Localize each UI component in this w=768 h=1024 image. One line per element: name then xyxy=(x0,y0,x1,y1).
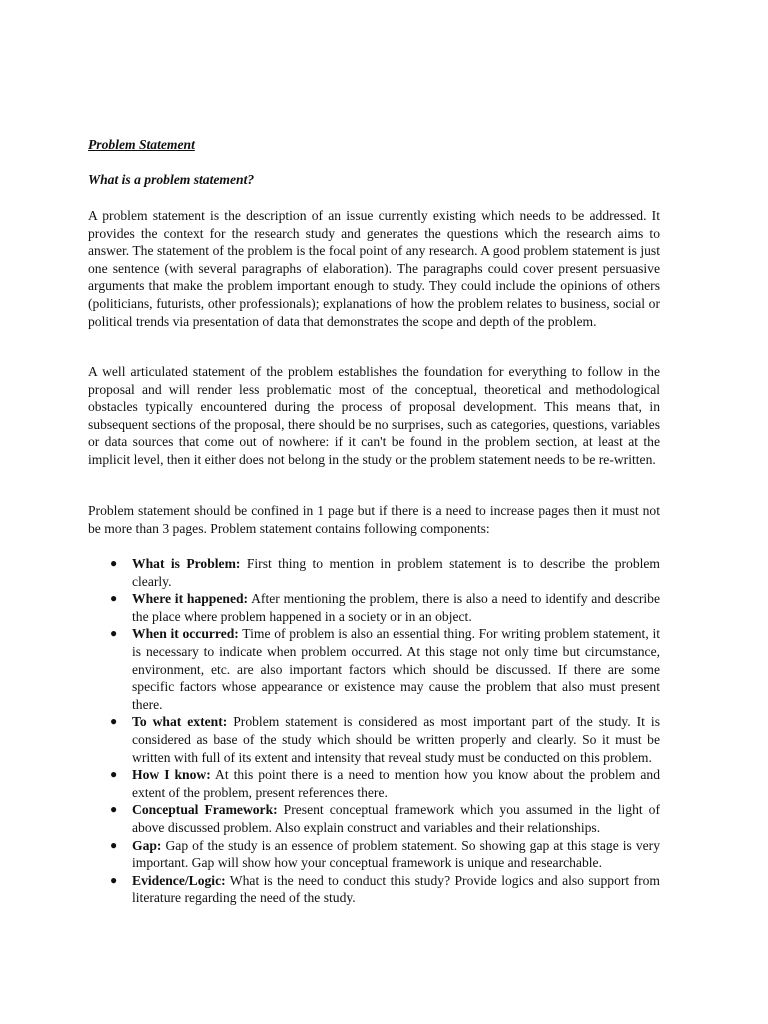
paragraph-definition: A problem statement is the description of an issue currently existing which needs to be addressed. It provides the context for the research study and generates the questions which the research aims to answer. The statement of the problem is the focal point of any research. A good problem statement is just one sentence (with several paragraphs of elaboration). The paragraphs could cover present persuasive arguments that make the problem important enough to study. They could include the opinions of others (politicians, futurists, other professionals); explanations of how the problem relates to business, social or political trends via presentation of data that demonstrates the scope and depth of the problem. xyxy=(88,208,660,329)
paragraph-foundation: A well articulated statement of the problem establishes the foundation for everything to follow in the proposal and will render less problematic most of the conceptual, theoretical and methodological obstacles typically encountered during the process of proposal development. This means that, in subsequent sections of the proposal, there should be no surprises, such as categories, questions, variables or data sources that come out of nowhere: if it can't be found in the problem section, at least at the implicit level, then it either does not belong in the study or the problem statement needs to be re-written. xyxy=(88,364,660,467)
list-item-text: Gap of the study is an essence of problem statement. So showing gap at this stage is very important. Gap will show how your conceptual framework is unique and researchable. xyxy=(132,837,660,871)
list-item xyxy=(88,801,660,836)
bullet-icon: ● xyxy=(110,872,118,887)
list-item xyxy=(88,837,660,872)
components-list xyxy=(88,555,660,907)
list-item-term: Where it happened: xyxy=(132,591,249,607)
list-item-text: What is the need to conduct this study? Provide logics and also support from literature regarding the need of the study. xyxy=(132,872,660,906)
document-title: Problem Statement xyxy=(88,137,195,152)
list-item xyxy=(88,555,660,590)
paragraph-length: Problem statement should be confined in 1 page but if there is a need to increase pages then it must not be more than 3 pages. Problem statement contains following components: xyxy=(88,503,660,536)
bullet-icon: ● xyxy=(110,556,118,570)
list-item xyxy=(88,713,660,766)
list-item-term: When it occurred: xyxy=(132,626,239,642)
list-item-term: What is Problem: xyxy=(132,556,241,571)
bullet-icon: ● xyxy=(110,626,118,641)
bullet-icon: ● xyxy=(110,767,118,782)
list-item-term: How I know: xyxy=(132,767,211,783)
list-item-term: Conceptual Framework: xyxy=(132,802,278,818)
list-item-text: Present conceptual framework which you assumed in the light of above discussed problem. Also explain construct and variables and their relationships. xyxy=(132,802,660,835)
list-item-text: Time of problem is also an essential thing. For writing problem statement, it is necessary to indicate when problem occurred. At this stage not only time but circumstance, environment, etc. are also important factors which should be discussed. If there are some specific factors whose appearance or existence may cause the problem that also must present there. xyxy=(132,626,660,712)
list-item-term: Gap: xyxy=(132,837,162,853)
list-item-term: To what extent: xyxy=(132,714,228,730)
list-item-text: After mentioning the problem, there is also a need to identify and describe the place where problem happened in a society or in an object. xyxy=(132,591,660,624)
bullet-icon: ● xyxy=(110,591,118,606)
list-item-term: Evidence/Logic: xyxy=(132,872,226,888)
list-item-text: First thing to mention in problem statement is to describe the problem clearly. xyxy=(132,556,660,589)
list-item xyxy=(88,766,660,801)
list-item xyxy=(88,872,660,907)
bullet-icon: ● xyxy=(110,714,118,729)
list-item-text: At this point there is a need to mention how you know about the problem and extent of the problem, present references there. xyxy=(132,767,660,800)
list-item-text: Problem statement is considered as most important part of the study. It is considered as base of the study which should be written properly and clearly. So it must be written with full of its extent and intensity that reveal study must be conducted on this problem. xyxy=(132,714,660,765)
list-item xyxy=(88,590,660,625)
section-question-heading: What is a problem statement? xyxy=(88,172,255,187)
bullet-icon: ● xyxy=(110,837,118,852)
list-item xyxy=(88,625,660,713)
bullet-icon: ● xyxy=(110,802,118,817)
